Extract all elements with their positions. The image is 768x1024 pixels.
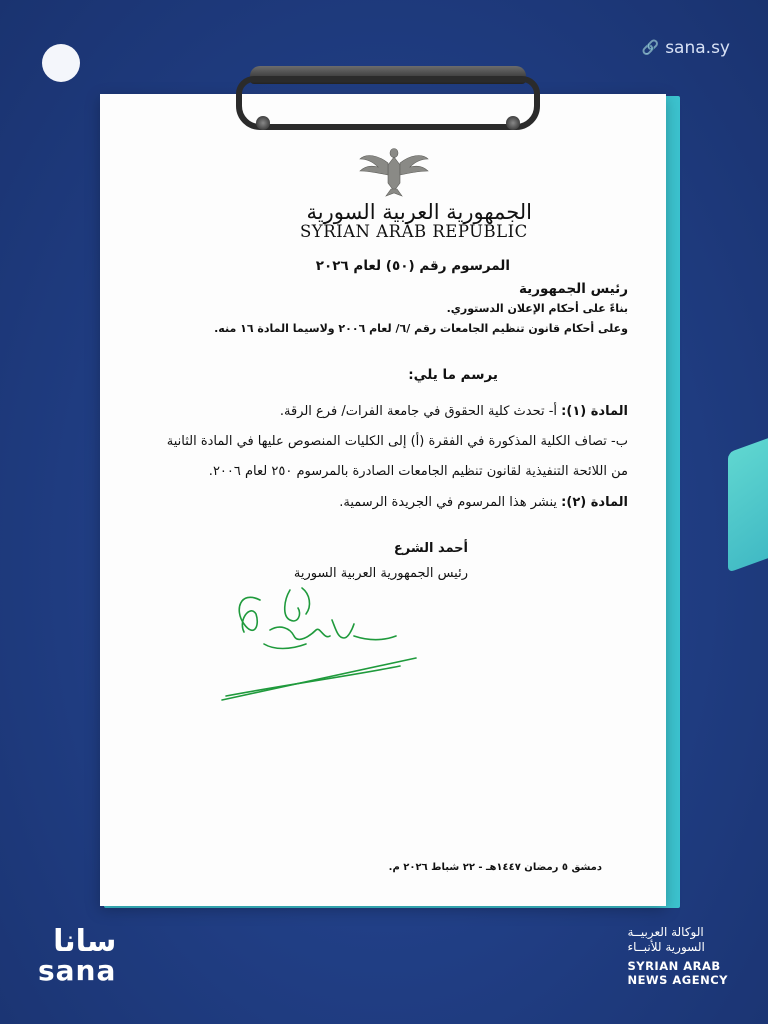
agency-name-arabic-2: السورية للأنبــاء bbox=[627, 940, 705, 954]
sana-logo-english: sana bbox=[38, 954, 117, 987]
article-1 bbox=[280, 404, 628, 419]
article-2-label: المادة (٢): bbox=[561, 495, 628, 510]
site-url: sana.sy bbox=[665, 38, 730, 58]
site-link[interactable] bbox=[642, 38, 730, 58]
signer-name: أحمد الشرع bbox=[393, 541, 468, 556]
decorative-shape bbox=[728, 427, 768, 572]
handwritten-signature bbox=[220, 580, 420, 710]
republic-title-arabic: الجمهورية العربية السورية bbox=[306, 200, 532, 224]
link-icon: 🔗 bbox=[641, 40, 660, 56]
eagle-emblem-icon bbox=[358, 145, 430, 197]
decree-date: دمشق ٥ رمضان ١٤٤٧هـ - ٢٢ شباط ٢٠٢٦ م. bbox=[388, 862, 602, 873]
article-1-clause-b-continued: من اللائحة التنفيذية لقانون تنظيم الجامعات الصادرة بالمرسوم ٢٥٠ لعام ٢٠٠٦. bbox=[208, 464, 628, 479]
decrees-heading: يرسم ما يلي: bbox=[408, 367, 498, 383]
republic-title-english: SYRIAN ARAB REPUBLIC bbox=[300, 222, 528, 241]
agency-name-english-1: SYRIAN ARAB bbox=[627, 959, 721, 973]
article-1-clause-b: ب- تصاف الكلية المذكورة في الفقرة (أ) إلى الكليات المنصوص عليها في المادة الثانية bbox=[166, 434, 628, 449]
preamble-line-2: وعلى أحكام قانون تنظيم الجامعات رقم /٦/ لعام ٢٠٠٦ ولاسيما المادة ١٦ منه. bbox=[214, 322, 628, 335]
decree-title: المرسوم رقم (٥٠) لعام ٢٠٢٦ bbox=[315, 258, 510, 274]
sana-logo[interactable] bbox=[38, 924, 117, 987]
decorative-dot bbox=[42, 44, 80, 82]
agency-name bbox=[627, 925, 728, 987]
preamble-line-1: بناءً على أحكام الإعلان الدستوري. bbox=[446, 302, 628, 315]
sana-logo-arabic: سانا bbox=[53, 924, 117, 959]
article-1-label: المادة (١): bbox=[561, 404, 628, 419]
president-heading: رئيس الجمهورية bbox=[518, 281, 628, 297]
agency-name-arabic-1: الوكالة العربيــة bbox=[627, 925, 704, 939]
signer-title: رئيس الجمهورية العربية السورية bbox=[293, 566, 468, 581]
agency-name-english-2: NEWS AGENCY bbox=[627, 973, 728, 987]
article-2 bbox=[339, 495, 628, 510]
clipboard-clip-icon bbox=[236, 66, 540, 130]
article-1-text: أ- تحدث كلية الحقوق في جامعة الفرات/ فرع الرقة. bbox=[279, 404, 562, 419]
article-2-text: ينشر هذا المرسوم في الجريدة الرسمية. bbox=[339, 495, 562, 510]
